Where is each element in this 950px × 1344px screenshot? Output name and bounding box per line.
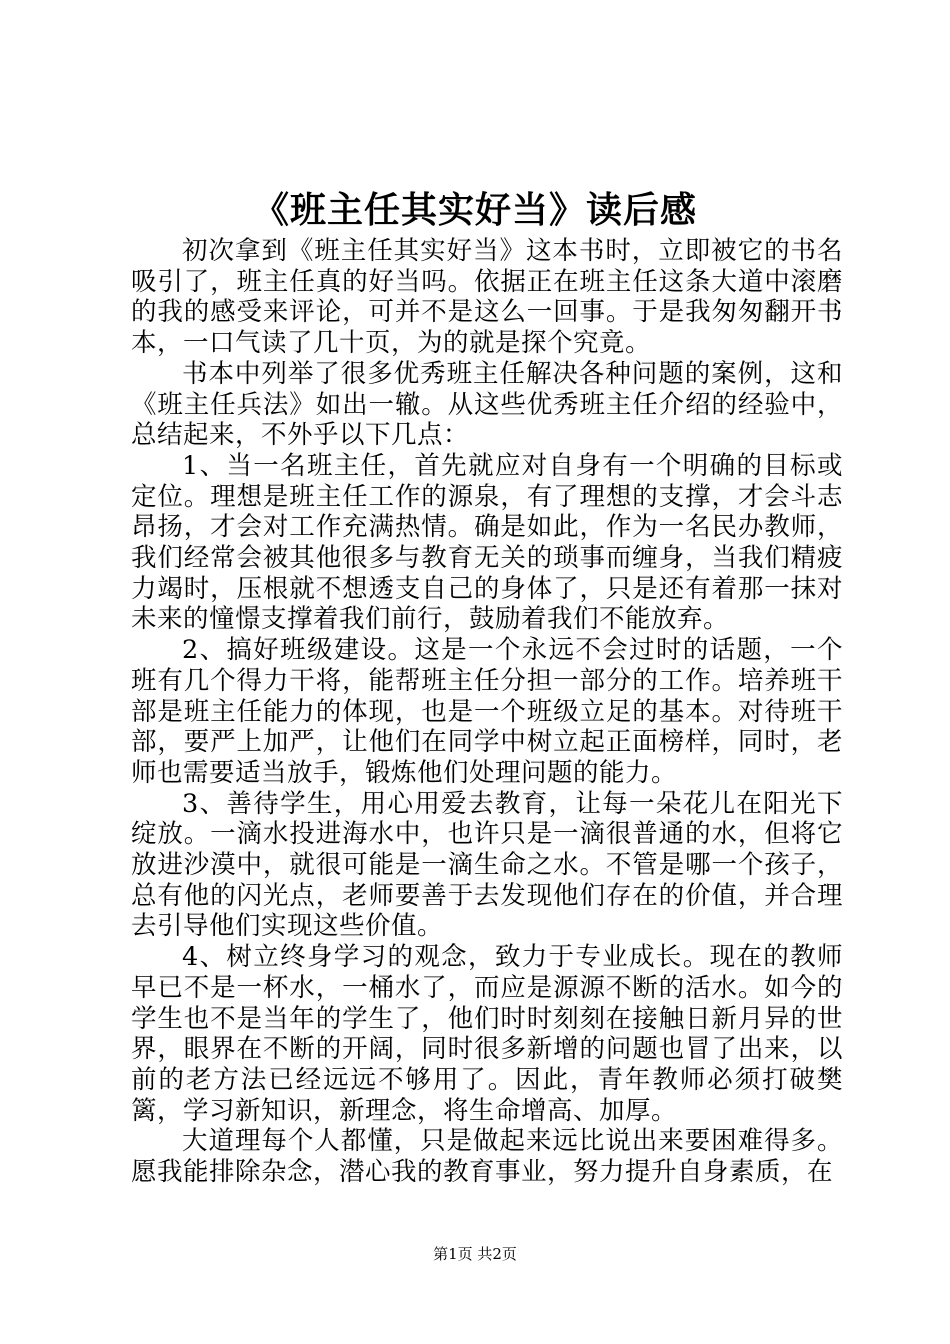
paragraph-1: 初次拿到《班主任其实好当》这本书时，立即被它的书名吸引了，班主任真的好当吗。依据正在班主任这条大道中滚磨的我的感受来评论，可并不是这么一回事。于是我匆匆翻开书本，一口气读了几十页，为的就是探个究竟。 — [131, 236, 843, 359]
paragraph-4: 2、搞好班级建设。这是一个永远不会过时的话题，一个班有几个得力干将，能帮班主任分担一部分的工作。培养班干部是班主任能力的体现，也是一个班级立足的基本。对待班干部，要严上加严，让他们在同学中树立起正面榜样，同时，老师也需要适当放手，锻炼他们处理问题的能力。 — [131, 635, 843, 788]
document-body — [131, 236, 843, 1188]
page-number-footer: 第1页 共2页 — [433, 1245, 517, 1263]
paragraph-5: 3、善待学生，用心用爱去教育，让每一朵花儿在阳光下绽放。一滴水投进海水中，也许只是一滴很普通的水，但将它放进沙漠中，就很可能是一滴生命之水。不管是哪一个孩子，总有他的闪光点，老师要善于去发现他们存在的价值，并合理去引导他们实现这些价值。 — [131, 788, 843, 942]
document-title: 《班主任其实好当》读后感 — [252, 189, 697, 231]
paragraph-2: 书本中列举了很多优秀班主任解决各种问题的案例，这和《班主任兵法》如出一辙。从这些优秀班主任介绍的经验中，总结起来，不外乎以下几点： — [131, 358, 843, 451]
paragraph-3: 1、当一名班主任，首先就应对自身有一个明确的目标或定位。理想是班主任工作的源泉，有了理想的支撑，才会斗志昂扬，才会对工作充满热情。确是如此，作为一名民办教师，我们经常会被其他很多与教育无关的琐事而缠身，当我们精疲力竭时，压根就不想透支自己的身体了，只是还有着那一抹对未来的憧憬支撑着我们前行，鼓励着我们不能放弃。 — [131, 450, 843, 635]
paragraph-7: 大道理每个人都懂，只是做起来远比说出来要困难得多。愿我能排除杂念，潜心我的教育事业，努力提升自身素质，在 — [131, 1126, 843, 1188]
paragraph-6: 4、树立终身学习的观念，致力于专业成长。现在的教师早已不是一杯水，一桶水了，而应是源源不断的活水。如今的学生也不是当年的学生了，他们时时刻刻在接触日新月异的世界，眼界在不断的开阔，同时很多新增的问题也冒了出来，以前的老方法已经远远不够用了。因此，青年教师必须打破樊篱，学习新知识，新理念，将生命增高、加厚。 — [131, 942, 843, 1126]
